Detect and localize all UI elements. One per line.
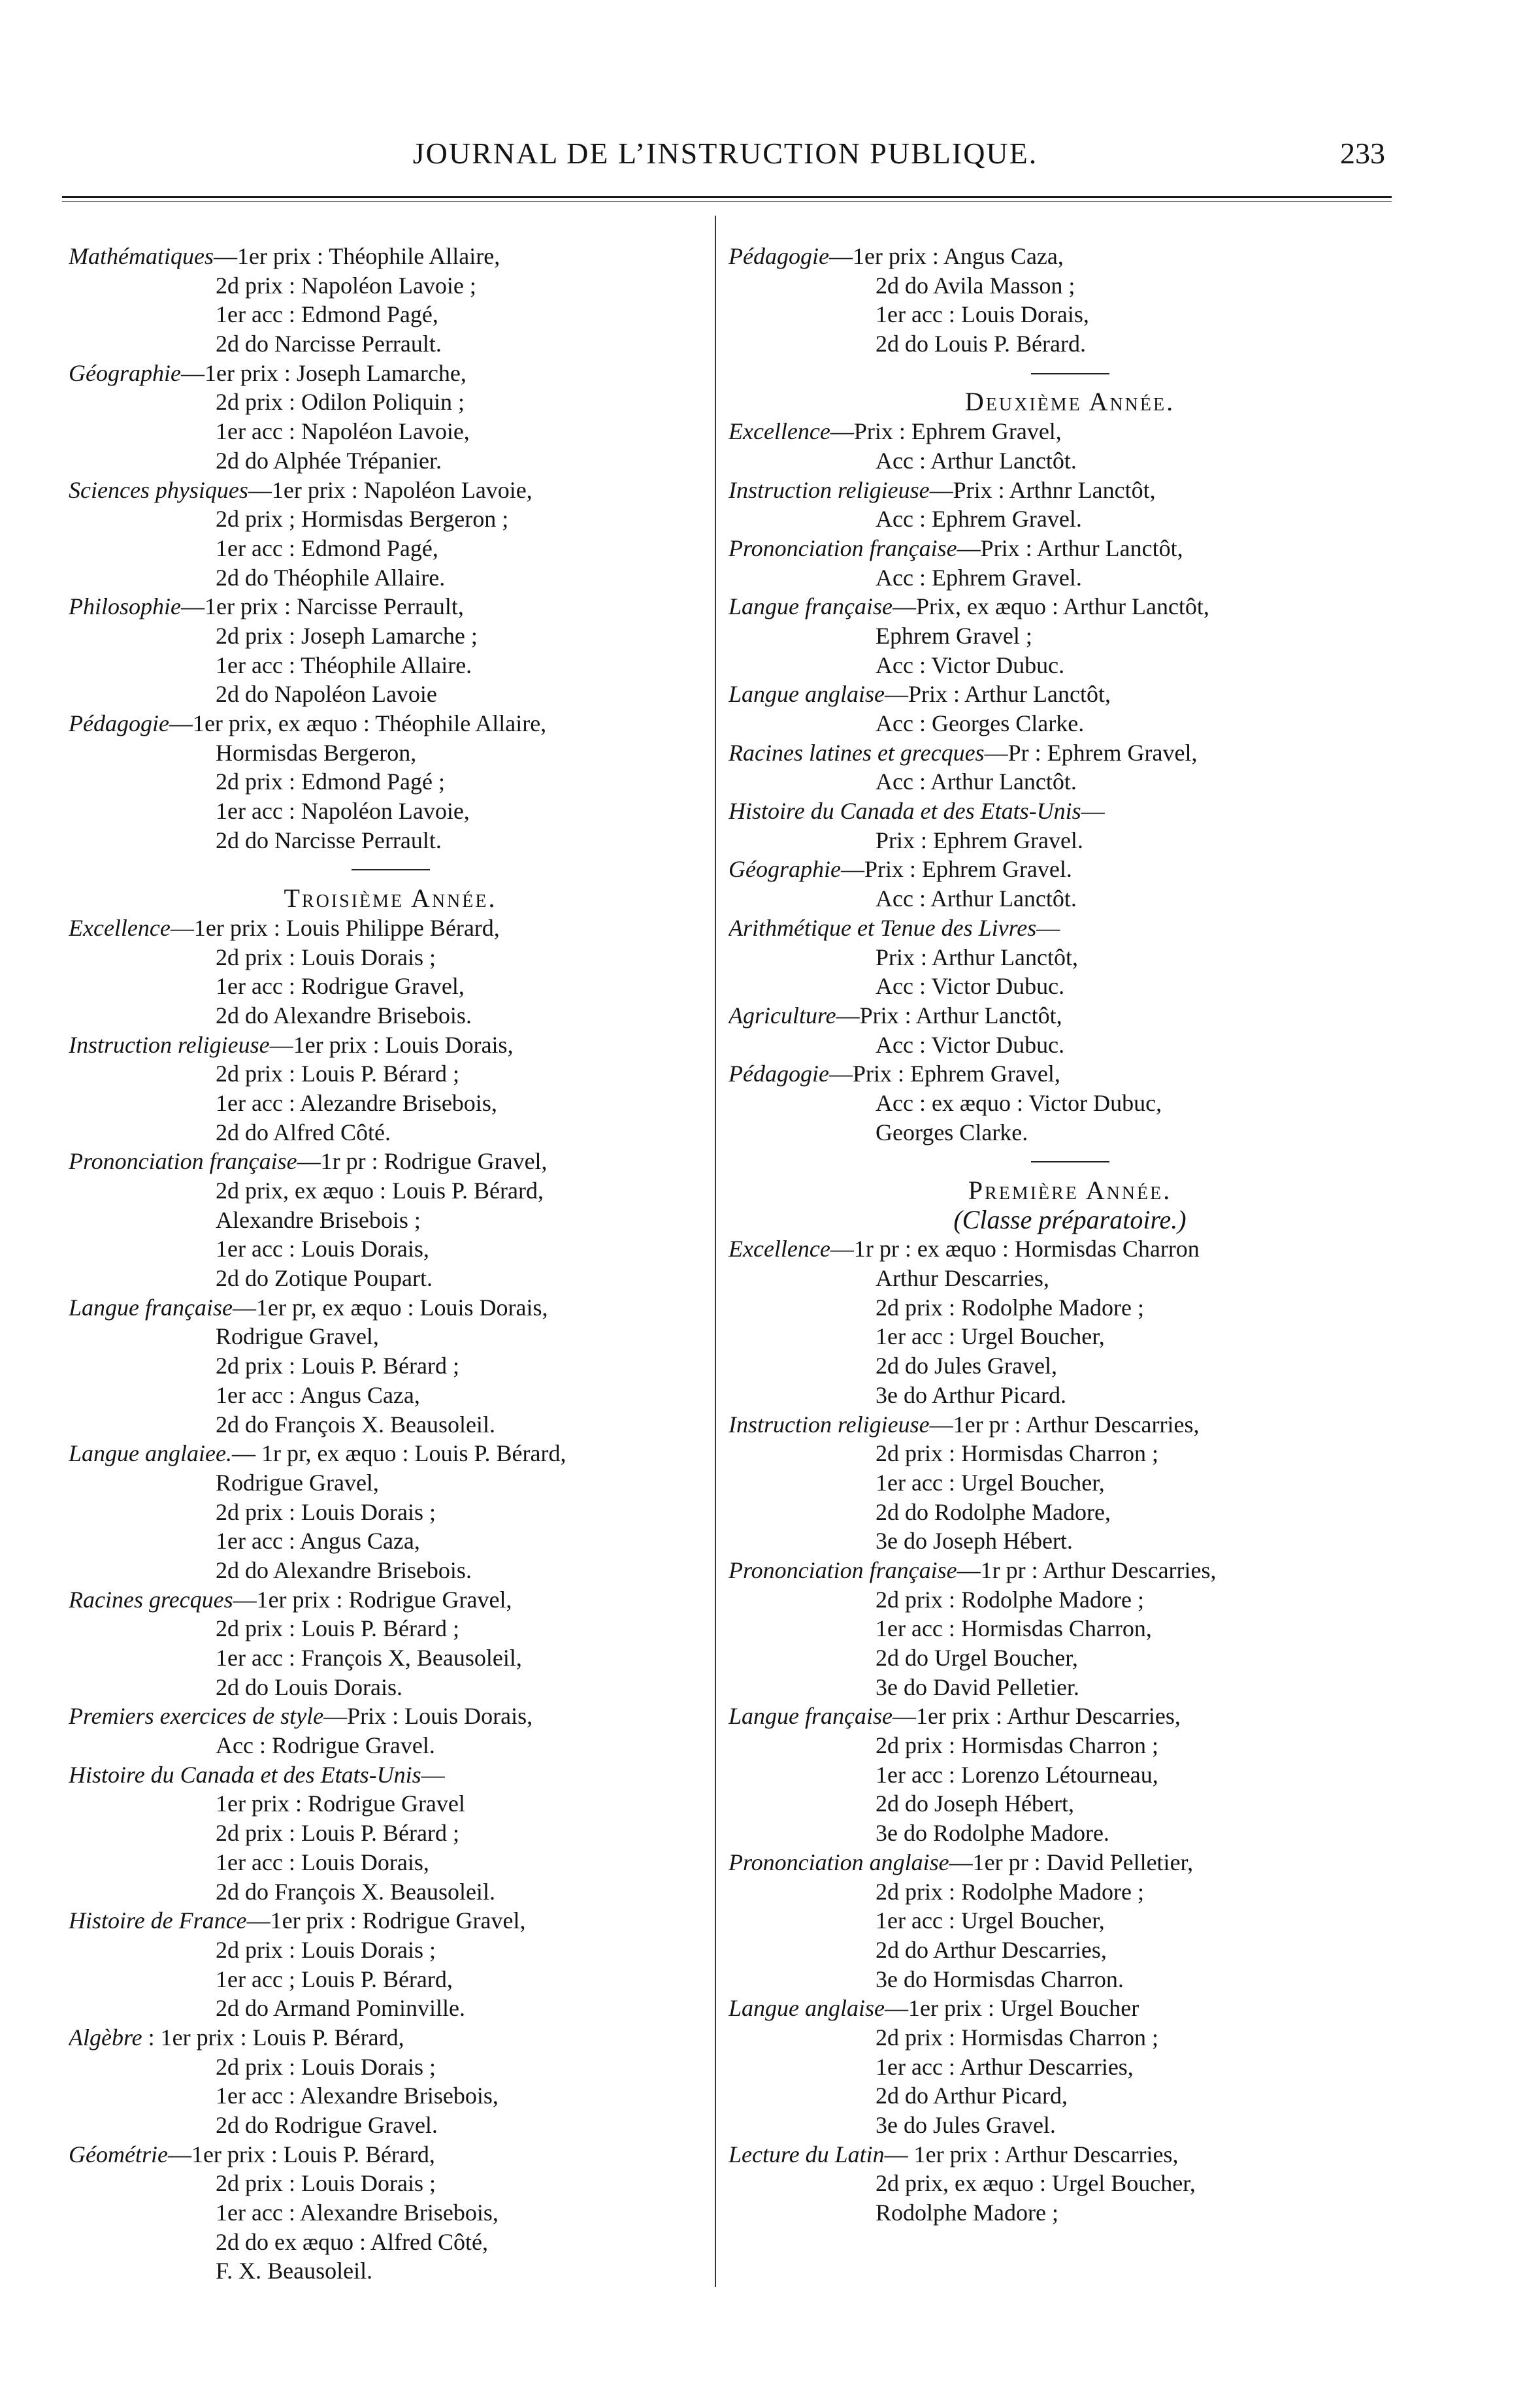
section-heading: [729, 1176, 1411, 1206]
award-line: 1er acc : Louis Dorais,: [876, 301, 1089, 328]
award-line: 2d prix, ex æquo : Urgel Boucher,: [876, 2170, 1196, 2197]
subject-entry: [729, 2140, 1411, 2169]
award-line: 2d do Théophile Allaire.: [216, 564, 446, 591]
subject-name: Prononciation française: [729, 535, 957, 561]
award-line: 2d do Rodolphe Madore,: [876, 1498, 1111, 1525]
award-line: Ephrem Gravel ;: [876, 622, 1032, 649]
award-line: 2d prix, ex æquo : Louis P. Bérard,: [216, 1178, 544, 1204]
header-rule: [62, 196, 1392, 198]
award-line: 1er acc : Edmond Pagé,: [216, 301, 438, 328]
subject-entry: [729, 1410, 1411, 1440]
subject-name: Excellence: [729, 1236, 830, 1262]
award-line: 2d prix : Louis Dorais ;: [216, 1936, 436, 1963]
award-line: 1er acc : Napoléon Lavoie,: [216, 798, 470, 825]
award-line: 1er acc : Rodrigue Gravel,: [216, 973, 465, 1000]
award-line: 1er acc : Alexandre Brisebois,: [216, 2083, 499, 2109]
award-line: 2d do Napoléon Lavoie: [216, 681, 437, 708]
subject-entry: [729, 797, 1411, 826]
award-text: —1er pr : David Pelletier,: [949, 1849, 1194, 1875]
award-line: 1er acc : Urgel Boucher,: [876, 1323, 1105, 1350]
subject-name: Lecture du Latin: [729, 2141, 885, 2167]
award-text: : 1er prix : Louis P. Bérard,: [142, 2024, 404, 2051]
award-line: 2d prix : Rodolphe Madore ;: [876, 1586, 1144, 1613]
award-line: Acc : Arthur Lanctôt.: [876, 447, 1077, 474]
subject-entry: [69, 242, 712, 271]
section-separator: [729, 359, 1411, 388]
award-line: Rodrigue Gravel,: [216, 1323, 379, 1350]
award-line: Arthur Descarries,: [876, 1265, 1049, 1292]
section-heading-text: Première Année.: [968, 1176, 1172, 1205]
award-line: 2d do Narcisse Perrault.: [216, 827, 442, 853]
award-text: —Pr : Ephrem Gravel,: [984, 739, 1198, 766]
left-column: [69, 242, 712, 2286]
award-line: Prix : Arthur Lanctôt,: [876, 944, 1078, 970]
subject-name: Pédagogie: [729, 243, 829, 269]
award-line: 2d prix : Louis P. Bérard ;: [216, 1820, 459, 1847]
award-line: 2d prix : Napoléon Lavoie ;: [216, 272, 476, 299]
subject-name: Langue anglaiee.: [69, 1440, 232, 1467]
award-text: — 1er prix : Arthur Descarries,: [884, 2141, 1179, 2167]
award-line: Acc : Victor Dubuc.: [876, 651, 1065, 678]
award-line: 1er prix : Rodrigue Gravel: [216, 1790, 465, 1817]
award-line: 2d prix : Louis Dorais ;: [216, 944, 436, 970]
subject-name: Prononciation anglaise: [729, 1849, 949, 1875]
subject-name: Excellence: [729, 418, 830, 445]
subject-name: Langue française: [729, 593, 893, 620]
subject-entry: [729, 1059, 1411, 1089]
award-line: 2d prix : Joseph Lamarche ;: [216, 622, 478, 649]
award-line: 1er acc : Angus Caza,: [216, 1381, 420, 1408]
subject-name: Prononciation française: [69, 1148, 297, 1175]
subject-entry: [729, 1234, 1411, 1264]
award-line: 2d do ex æquo : Alfred Côté,: [216, 2228, 488, 2255]
award-text: —1er prix, ex æquo : Théophile Allaire,: [169, 710, 547, 736]
award-line: 2d do Narcisse Perrault.: [216, 331, 442, 357]
award-line: 2d do Louis P. Bérard.: [876, 331, 1086, 357]
award-line: 1er acc : Alezandre Brisebois,: [216, 1089, 497, 1116]
award-line: Acc : Arthur Lanctôt.: [876, 768, 1077, 795]
section-separator: [69, 855, 712, 884]
subject-name: Langue anglaise: [729, 681, 885, 708]
section-heading: [69, 884, 712, 914]
award-text: —1er pr, ex æquo : Louis Dorais,: [232, 1294, 548, 1321]
subject-name: Algèbre: [69, 2024, 142, 2051]
subject-entry: [69, 1585, 712, 1615]
award-text: —1er prix : Angus Caza,: [828, 243, 1064, 269]
subject-entry: [69, 1760, 712, 1790]
award-line: Acc : Arthur Lanctôt.: [876, 885, 1077, 912]
section-heading-text: Deuxième Année.: [964, 387, 1175, 417]
award-line: 3e do Arthur Picard.: [876, 1381, 1066, 1408]
subject-name: Pédagogie: [69, 710, 169, 736]
subject-entry: [69, 1702, 712, 1731]
subject-name: Instruction religieuse: [69, 1031, 270, 1058]
award-text: —1er pr : Arthur Descarries,: [929, 1411, 1200, 1438]
award-line: 2d prix : Louis P. Bérard ;: [216, 1353, 459, 1379]
subject-entry: [729, 242, 1411, 271]
award-line: 2d do François X. Beausoleil.: [216, 1411, 495, 1438]
award-text: —Prix : Arthur Lanctôt,: [885, 681, 1111, 708]
award-line: 1er acc : Angus Caza,: [216, 1528, 420, 1555]
award-text: —1er prix : Louis Philippe Bérard,: [170, 914, 500, 941]
subject-name: Langue anglaise: [729, 1995, 885, 2022]
subject-name: Langue française: [729, 1703, 893, 1730]
award-line: 3e do David Pelletier.: [876, 1673, 1079, 1700]
subject-entry: [729, 1848, 1411, 1877]
award-line: 2d do Urgel Boucher,: [876, 1645, 1078, 1671]
award-line: 2d prix : Hormisdas Charron ;: [876, 2024, 1158, 2051]
award-line: 2d do Jules Gravel,: [876, 1353, 1057, 1379]
award-line: Rodrigue Gravel,: [216, 1469, 379, 1496]
award-text: —: [421, 1761, 445, 1788]
award-text: —1er prix : Théophile Allaire,: [213, 243, 500, 269]
award-line: 1er acc : Alexandre Brisebois,: [216, 2200, 499, 2226]
subject-name: Racines latines et grecques: [729, 739, 985, 766]
award-text: —1er prix : Narcisse Perrault,: [180, 593, 464, 620]
subject-entry: [729, 1001, 1411, 1030]
award-line: Acc : Ephrem Gravel.: [876, 506, 1082, 533]
subject-name: Philosophie: [69, 593, 181, 620]
subject-entry: [69, 709, 712, 738]
award-line: 2d prix : Rodolphe Madore ;: [876, 1294, 1144, 1321]
award-line: 2d do Alfred Côté.: [216, 1119, 391, 1145]
award-line: 2d do Avila Masson ;: [876, 272, 1075, 299]
award-text: —1r pr : ex æquo : Hormisdas Charron: [830, 1236, 1200, 1262]
award-line: 1er acc : Hormisdas Charron,: [876, 1615, 1152, 1642]
award-line: Acc : Victor Dubuc.: [876, 1031, 1065, 1058]
subject-entry: [729, 738, 1411, 768]
award-text: —1er prix : Arthur Descarries,: [892, 1703, 1181, 1730]
award-line: 3e do Hormisdas Charron.: [876, 1966, 1124, 1992]
subject-entry: [69, 2140, 712, 2169]
subject-entry: [69, 1030, 712, 1060]
award-line: 3e do Rodolphe Madore.: [876, 1820, 1109, 1847]
award-line: Georges Clarke.: [876, 1119, 1028, 1145]
award-line: 1er acc : Napoléon Lavoie,: [216, 418, 470, 445]
subject-name: Langue française: [69, 1294, 233, 1321]
award-text: —Prix : Arthur Lanctôt,: [836, 1002, 1062, 1029]
subject-name: Arithmétique et Tenue des Livres: [729, 914, 1037, 941]
section-separator: [729, 1147, 1411, 1176]
award-line: 1er acc : Urgel Boucher,: [876, 1907, 1105, 1934]
subject-entry: [69, 592, 712, 621]
award-line: Acc : Rodrigue Gravel.: [216, 1732, 435, 1759]
subject-entry: [729, 476, 1411, 505]
subject-entry: [729, 1994, 1411, 2023]
column-divider: [715, 216, 716, 2287]
award-text: —Prix : Ephrem Gravel,: [828, 1061, 1060, 1087]
award-text: —Prix, ex æquo : Arthur Lanctôt,: [892, 593, 1209, 620]
award-line: 1er acc : Lorenzo Létourneau,: [876, 1761, 1158, 1788]
award-line: 2d do Arthur Picard,: [876, 2083, 1068, 2109]
award-line: Rodolphe Madore ;: [876, 2200, 1058, 2226]
page-number: 233: [1340, 137, 1385, 170]
award-line: 2d prix : Odilon Poliquin ;: [216, 389, 465, 416]
award-line: Acc : Ephrem Gravel.: [876, 564, 1082, 591]
award-line: Alexandre Brisebois ;: [216, 1206, 421, 1233]
running-title: JOURNAL DE L’INSTRUCTION PUBLIQUE.: [412, 137, 1038, 170]
award-line: 2d prix : Hormisdas Charron ;: [876, 1732, 1158, 1759]
award-text: —1er prix : Louis P. Bérard,: [167, 2141, 435, 2167]
award-line: F. X. Beausoleil.: [216, 2258, 373, 2284]
subject-name: Racines grecques: [69, 1586, 233, 1613]
award-line: 2d prix : Edmond Pagé ;: [216, 768, 445, 795]
subject-entry: [729, 1556, 1411, 1585]
subject-name: Histoire du Canada et des Etats-Unis: [69, 1761, 421, 1788]
section-heading: [729, 387, 1411, 417]
subject-entry: [729, 1702, 1411, 1731]
subject-entry: [69, 1439, 712, 1468]
award-text: —Prix : Ephrem Gravel.: [840, 856, 1072, 883]
subject-entry: [729, 680, 1411, 709]
award-text: —Prix : Ephrem Gravel,: [830, 418, 1062, 445]
award-line: 2d do Alphée Trépanier.: [216, 447, 442, 474]
award-line: 1er acc ; Louis P. Bérard,: [216, 1966, 453, 1992]
award-text: —1er prix : Louis Dorais,: [269, 1031, 514, 1058]
award-text: —1er prix : Urgel Boucher: [885, 1995, 1139, 2022]
award-line: 1er acc : François X, Beausoleil,: [216, 1645, 522, 1671]
subject-entry: [69, 1293, 712, 1323]
subject-name: Prononciation française: [729, 1557, 957, 1583]
award-line: 2d do Louis Dorais.: [216, 1673, 402, 1700]
award-line: 1er acc : Edmond Pagé,: [216, 535, 438, 561]
award-line: 1er acc : Arthur Descarries,: [876, 2053, 1134, 2080]
subject-name: Géographie: [729, 856, 841, 883]
subject-name: Instruction religieuse: [729, 1411, 930, 1438]
award-line: 2d do Armand Pominville.: [216, 1995, 465, 2022]
award-line: 2d do Joseph Hébert,: [876, 1790, 1074, 1817]
award-text: —: [1036, 914, 1060, 941]
award-line: 2d prix : Louis P. Bérard ;: [216, 1615, 459, 1642]
award-line: Acc : ex æquo : Victor Dubuc,: [876, 1089, 1162, 1116]
award-text: —1er prix : Rodrigue Gravel,: [246, 1907, 526, 1934]
award-line: 2d prix : Hormisdas Charron ;: [876, 1440, 1158, 1467]
award-line: Hormisdas Bergeron,: [216, 739, 417, 766]
subject-entry: [729, 417, 1411, 446]
subject-entry: [69, 476, 712, 505]
award-line: 1er acc : Louis Dorais,: [216, 1236, 429, 1262]
award-line: 2d prix : Louis Dorais ;: [216, 1498, 436, 1525]
award-text: —1er prix : Joseph Lamarche,: [180, 359, 467, 386]
award-line: 2d do Alexandre Brisebois.: [216, 1002, 472, 1029]
section-subheading-text: (Classe préparatoire.): [953, 1205, 1187, 1234]
subject-name: Géographie: [69, 359, 181, 386]
subject-entry: [69, 914, 712, 943]
award-line: 2d do Arthur Descarries,: [876, 1936, 1107, 1963]
subject-name: Histoire du Canada et des Etats-Unis: [729, 798, 1081, 825]
award-line: Acc : Georges Clarke.: [876, 710, 1085, 736]
subject-name: Excellence: [69, 914, 171, 941]
subject-entry: [69, 359, 712, 388]
subject-name: Histoire de France: [69, 1907, 247, 1934]
award-text: —: [1081, 798, 1105, 825]
award-text: —1r pr : Rodrigue Gravel,: [297, 1148, 548, 1175]
award-line: 2d prix : Rodolphe Madore ;: [876, 1878, 1144, 1905]
award-text: —1r pr : Arthur Descarries,: [957, 1557, 1217, 1583]
award-line: 2d prix : Louis P. Bérard ;: [216, 1061, 459, 1087]
right-column: [729, 242, 1411, 2228]
subject-name: Premiers exercices de style: [69, 1703, 324, 1730]
award-line: 1er acc : Louis Dorais,: [216, 1849, 429, 1875]
award-line: 2d prix : Louis Dorais ;: [216, 2170, 436, 2197]
award-text: —Prix : Arthur Lanctôt,: [957, 535, 1183, 561]
award-text: —1er prix : Napoléon Lavoie,: [248, 476, 532, 503]
subject-entry: [729, 534, 1411, 563]
subject-entry: [69, 1147, 712, 1176]
award-line: 3e do Jules Gravel.: [876, 2112, 1056, 2138]
award-line: 2d do Zotique Poupart.: [216, 1265, 433, 1292]
section-subheading: [729, 1206, 1411, 1235]
award-line: 2d do Alexandre Brisebois.: [216, 1557, 472, 1583]
subject-name: Sciences physiques: [69, 476, 248, 503]
section-heading-text: Troisième Année.: [284, 884, 497, 914]
subject-entry: [69, 2023, 712, 2052]
header-rule-thin: [62, 201, 1392, 202]
award-text: —1er prix : Rodrigue Gravel,: [233, 1586, 512, 1613]
award-text: —Prix : Louis Dorais,: [323, 1703, 533, 1730]
award-text: —Prix : Arthnr Lanctôt,: [929, 476, 1156, 503]
award-line: 2d do Rodrigue Gravel.: [216, 2112, 438, 2138]
award-line: 3e do Joseph Hébert.: [876, 1528, 1073, 1555]
subject-entry: [729, 855, 1411, 884]
subject-entry: [69, 1906, 712, 1936]
subject-entry: [729, 914, 1411, 943]
subject-name: Agriculture: [729, 1002, 836, 1029]
award-line: 2d prix : Louis Dorais ;: [216, 2053, 436, 2080]
award-line: Acc : Victor Dubuc.: [876, 973, 1065, 1000]
award-line: 2d prix ; Hormisdas Bergeron ;: [216, 506, 509, 533]
subject-entry: [729, 592, 1411, 621]
award-line: 2d do François X. Beausoleil.: [216, 1878, 495, 1905]
subject-name: Instruction religieuse: [729, 476, 930, 503]
award-line: 1er acc : Urgel Boucher,: [876, 1469, 1105, 1496]
subject-name: Géométrie: [69, 2141, 168, 2167]
award-line: 1er acc : Théophile Allaire.: [216, 651, 472, 678]
subject-name: Pédagogie: [729, 1061, 829, 1087]
award-line: Prix : Ephrem Gravel.: [876, 827, 1083, 853]
award-text: — 1r pr, ex æquo : Louis P. Bérard,: [231, 1440, 566, 1467]
subject-name: Mathématiques: [69, 243, 214, 269]
